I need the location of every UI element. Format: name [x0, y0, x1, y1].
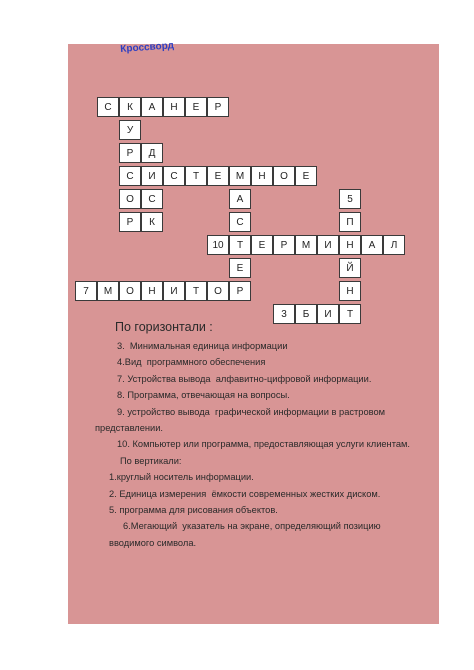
- horizontal-heading: По горизонтали :: [115, 320, 213, 334]
- crossword-cell: С: [119, 166, 141, 186]
- crossword-cell: К: [141, 212, 163, 232]
- clue-line: вводимого символа.: [109, 537, 197, 548]
- crossword-cell: С: [229, 212, 251, 232]
- crossword-cell: С: [163, 166, 185, 186]
- crossword-cell: И: [317, 304, 339, 324]
- crossword-cell: К: [119, 97, 141, 117]
- crossword-cell: Е: [207, 166, 229, 186]
- crossword-cell: Р: [207, 97, 229, 117]
- crossword-cell: Н: [339, 235, 361, 255]
- crossword-cell: Т: [229, 235, 251, 255]
- crossword-cell: Н: [163, 97, 185, 117]
- crossword-cell: Н: [141, 281, 163, 301]
- crossword-cell: Н: [339, 281, 361, 301]
- clue-line: 3. Минимальная единица информации: [117, 341, 288, 351]
- crossword-cell: Р: [273, 235, 295, 255]
- crossword-cell: А: [141, 97, 163, 117]
- crossword-cell: Е: [295, 166, 317, 186]
- crossword-cell: М: [229, 166, 251, 186]
- crossword-cell: Т: [185, 281, 207, 301]
- clue-line: 4.Вид программного обеспечения: [117, 357, 266, 368]
- crossword-cell: А: [229, 189, 251, 209]
- crossword-cell: О: [119, 189, 141, 209]
- crossword-cell: И: [317, 235, 339, 255]
- crossword-cell: Д: [141, 143, 163, 163]
- crossword-cell: Е: [229, 258, 251, 278]
- crossword-cell: А: [361, 235, 383, 255]
- clue-line: 2. Единица измерения ёмкости современных жестких диском.: [109, 488, 381, 499]
- crossword-cell: Р: [119, 143, 141, 163]
- crossword-cell: И: [141, 166, 163, 186]
- clue-line: 5. программа для рисования объектов.: [109, 505, 278, 516]
- crossword-cell: Е: [185, 97, 207, 117]
- clue-line: 1.круглый носитель информации.: [109, 472, 254, 483]
- crossword-cell: Р: [229, 281, 251, 301]
- clue-line: 6.Мегающий указатель на экране, определяющий позицию: [123, 521, 381, 532]
- crossword-cell: Н: [251, 166, 273, 186]
- clue-list: [95, 338, 435, 551]
- crossword-cell: С: [141, 189, 163, 209]
- crossword-cell: О: [207, 281, 229, 301]
- clues-section: [95, 318, 435, 551]
- crossword-cell: П: [339, 212, 361, 232]
- crossword-cell: И: [163, 281, 185, 301]
- crossword-cell: Р: [119, 212, 141, 232]
- crossword-cell: М: [97, 281, 119, 301]
- crossword-cell: Й: [339, 258, 361, 278]
- crossword-cell: У: [119, 120, 141, 140]
- clue-line: 9. устройство вывода графической информации в растровом: [117, 406, 386, 417]
- crossword-cell: Е: [251, 235, 273, 255]
- clue-line: 8. Программа, отвечающая на вопросы.: [117, 390, 290, 401]
- crossword-cell: 5: [339, 189, 361, 209]
- crossword-title: Кроссворд: [120, 40, 175, 55]
- crossword-cell: Б: [295, 304, 317, 324]
- crossword-cell: 7: [75, 281, 97, 301]
- crossword-cell: 10: [207, 235, 229, 255]
- crossword-cell: Т: [185, 166, 207, 186]
- crossword-cell: М: [295, 235, 317, 255]
- crossword-cell: С: [97, 97, 119, 117]
- clue-line: 10. Компьютер или программа, предоставляющая услуги клиентам.: [117, 439, 410, 450]
- clue-line: 7. Устройства вывода алфавитно-цифровой информации.: [117, 373, 372, 384]
- crossword-cell: О: [273, 166, 295, 186]
- clue-line: По вертикали:: [120, 455, 182, 466]
- clue-line: представлении.: [95, 423, 163, 434]
- crossword-cell: Т: [339, 304, 361, 324]
- crossword-cell: 3: [273, 304, 295, 324]
- crossword-cell: О: [119, 281, 141, 301]
- crossword-cell: Л: [383, 235, 405, 255]
